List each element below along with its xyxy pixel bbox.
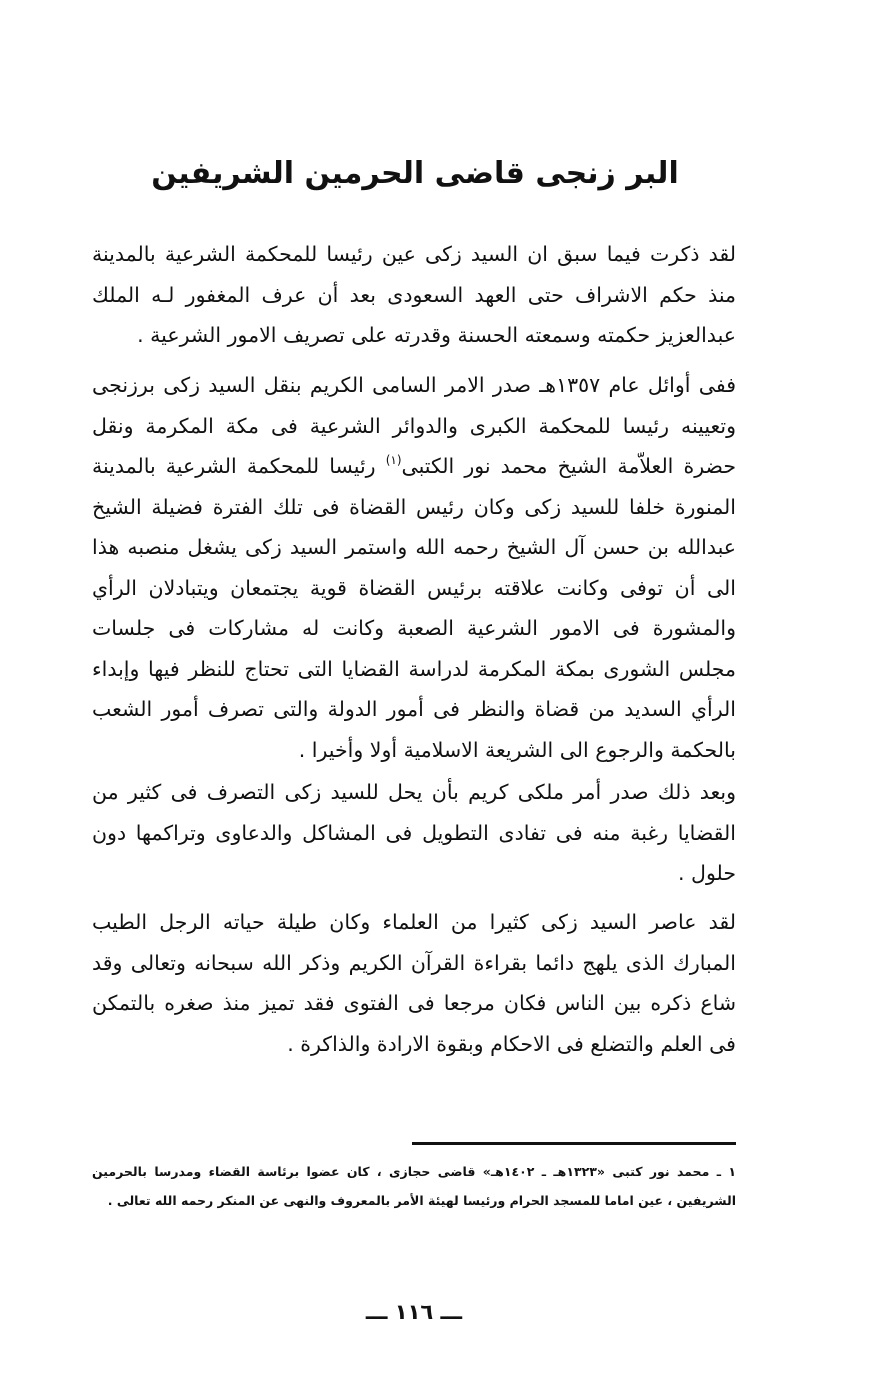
- paragraph-2: [92, 365, 736, 770]
- page-number: ـــ ١١٦ ـــ: [365, 1300, 463, 1324]
- paragraph-3: [92, 772, 736, 894]
- paragraph-4-text: لقد عاصر السيد زكى كثيرا من العلماء وكان طيلة حياته الرجل الطيب المبارك الذى يلهج دائما بقراءة القرآن الكريم وذكر الله سبحانه وتعالى وقد شاع ذكره بين الناس فكان مرجعا فى الفتوى فقد تميز منذ صغره بالتمكن فى العلم والتضلع فى الاحكام وبقوة الارادة والذاكرة .: [92, 910, 736, 1056]
- paragraph-1-text: لقد ذكرت فيما سبق ان السيد زكى عين رئيسا للمحكمة الشرعية بالمدينة منذ حكم الاشراف حتى العهد السعودى بعد أن عرف المغفور لـه الملك عبدالعزيز حكمته وسمعته الحسنة وقدرته على تصريف الامور الشرعية .: [92, 242, 736, 347]
- footnote-divider: [412, 1142, 736, 1145]
- paragraph-4: [92, 902, 736, 1064]
- paragraph-2-text: [92, 365, 736, 770]
- paragraph-3-text: وبعد ذلك صدر أمر ملكى كريم بأن يحل للسيد زكى التصرف فى كثير من القضايا رغبة منه فى تفادى التطويل فى المشاكل والدعاوى وتراكمها دون حلول .: [92, 780, 736, 885]
- footnote-text: ١ ـ محمد نور كتبى «١٣٢٣هـ ـ ١٤٠٢هـ» قاضى حجازى ، كان عضوا برئاسة القضاء ومدرسا بالحرمين الشريفين ، عين اماما للمسجد الحرام ورئيسا لهيئة الأمر بالمعروف والنهى عن المنكر رحمه الله تعالى .: [92, 1164, 736, 1208]
- paragraph-2-text-start: ففى أوائل عام ١٣٥٧هـ صدر الامر السامى الكريم بنقل السيد زكى برزنجى وتعيينه رئيسا للمحكمة الكبرى والدوائر الشرعية فى مكة المكرمة ونقل حضرة العلاّمة الشيخ محمد نور الكتبى: [92, 373, 736, 478]
- paragraph-1: [92, 234, 736, 356]
- paragraph-2-text-end: رئيسا للمحكمة الشرعية بالمدينة المنورة خلفا للسيد زكى وكان رئيس القضاة فى تلك الفترة فضيلة الشيخ عبدالله بن حسن آل الشيخ رحمه الله واستمر السيد زكى يشغل منصبه هذا الى أن توفى وكانت علاقته برئيس القضاة قوية يجتمعان ويتبادلان الرأي والمشورة فى الامور الشرعية الصعبة وكانت له مشاركات فى جلسات مجلس الشورى بمكة المكرمة لدراسة القضايا التى تحتاج للنظر فيها وإبداء الرأي السديد من قضاة والنظر فى أمور الدولة والتى تصرف أمور الشعب بالحكمة والرجوع الى الشريعة الاسلامية أولا وأخيرا .: [92, 454, 736, 762]
- page-title: البر زنجى قاضى الحرمين الشريفين: [151, 156, 679, 191]
- footnote-reference: (١): [385, 453, 402, 467]
